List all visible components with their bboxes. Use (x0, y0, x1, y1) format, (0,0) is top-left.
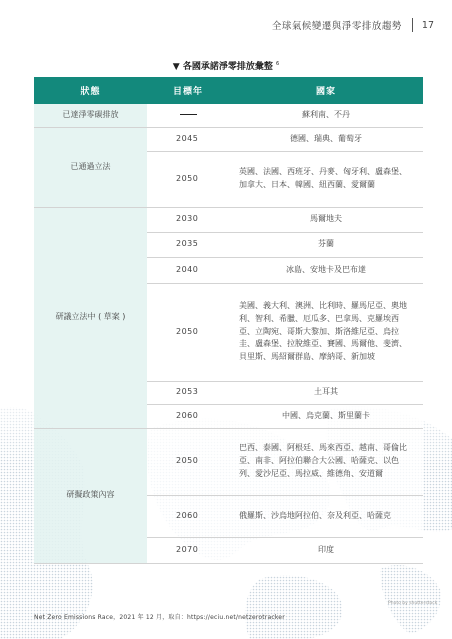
column-header-status: 狀態 (34, 77, 147, 104)
column-header-countries: 國家 (229, 77, 423, 104)
page-header (272, 18, 434, 32)
header-divider (412, 18, 413, 32)
target-year: 2053 (147, 381, 229, 404)
dash-mark (180, 114, 197, 115)
countries-cell: 巴西、泰國、阿根廷、馬來西亞、越南、哥倫比亞、南非、阿拉伯聯合大公國、哈薩克、以色列、愛沙尼亞、馬拉威、維德角、安道爾 (229, 428, 423, 495)
header-title: 全球氣候變遷與淨零排放趨勢 (271, 21, 402, 32)
target-year: 2045 (147, 127, 229, 151)
target-year: 2035 (147, 232, 229, 257)
category-in-legislation: 研議立法中 ( 草案 ) (34, 207, 147, 428)
table-row (34, 207, 423, 232)
countries-cell: 印度 (229, 537, 423, 563)
category-policy: 研擬政策內容 (34, 428, 147, 563)
table-row (34, 428, 423, 495)
net-zero-pledge-table (34, 77, 423, 564)
table-header-row (34, 77, 423, 104)
target-year: 2050 (147, 151, 229, 207)
target-year: 2060 (147, 495, 229, 537)
source-footnote: Net Zero Emissions Race，2021 年 12 月，取自：https://eciu.net/netzerotracker (34, 614, 285, 621)
countries-cell: 馬爾地夫 (229, 207, 423, 232)
target-year: 2040 (147, 257, 229, 283)
target-year: 2050 (147, 283, 229, 381)
table-row (34, 104, 423, 127)
page-number: 17 (421, 19, 434, 31)
countries-cell: 冰島、安地卡及巴布達 (229, 257, 423, 283)
countries-cell: 中國、烏克蘭、斯里蘭卡 (229, 404, 423, 428)
countries-cell: 土耳其 (229, 381, 423, 404)
table-row (34, 127, 423, 151)
target-year: 2070 (147, 537, 229, 563)
photo-credit: Photo by shutterstock (388, 601, 438, 606)
countries-cell: 俄羅斯、沙烏地阿拉伯、奈及利亞、哈薩克 (229, 495, 423, 537)
countries-cell: 美國、義大利、澳洲、比利時、羅馬尼亞、奧地利、智利、希臘、厄瓜多、巴拿馬、克羅埃西亞、立陶宛、哥斯大黎加、斯洛維尼亞、烏拉圭、盧森堡、拉脫維亞、賽國、馬爾他、斐濟、貝里斯、馬紹爾群島、摩納哥、新加坡 (229, 283, 423, 381)
column-header-target-year: 目標年 (147, 77, 229, 104)
table-title (0, 59, 452, 72)
target-year-none (147, 104, 229, 127)
countries-cell: 英國、法國、西班牙、丹麥、匈牙利、盧森堡、加拿大、日本、韓國、紐西蘭、愛爾蘭 (229, 151, 423, 207)
target-year: 2060 (147, 404, 229, 428)
table-title-footnote: 6 (276, 61, 280, 67)
countries-cell: 蘇利南、不丹 (229, 104, 423, 127)
category-achieved: 已達淨零碳排放 (34, 104, 147, 127)
countries-cell: 芬蘭 (229, 232, 423, 257)
table-title-text: ▼ 各國承諾淨零排放彙整 (172, 62, 273, 72)
category-legislated: 已通過立法 (34, 127, 147, 207)
target-year: 2050 (147, 428, 229, 495)
target-year: 2030 (147, 207, 229, 232)
countries-cell: 德國、瑞典、葡萄牙 (229, 127, 423, 151)
